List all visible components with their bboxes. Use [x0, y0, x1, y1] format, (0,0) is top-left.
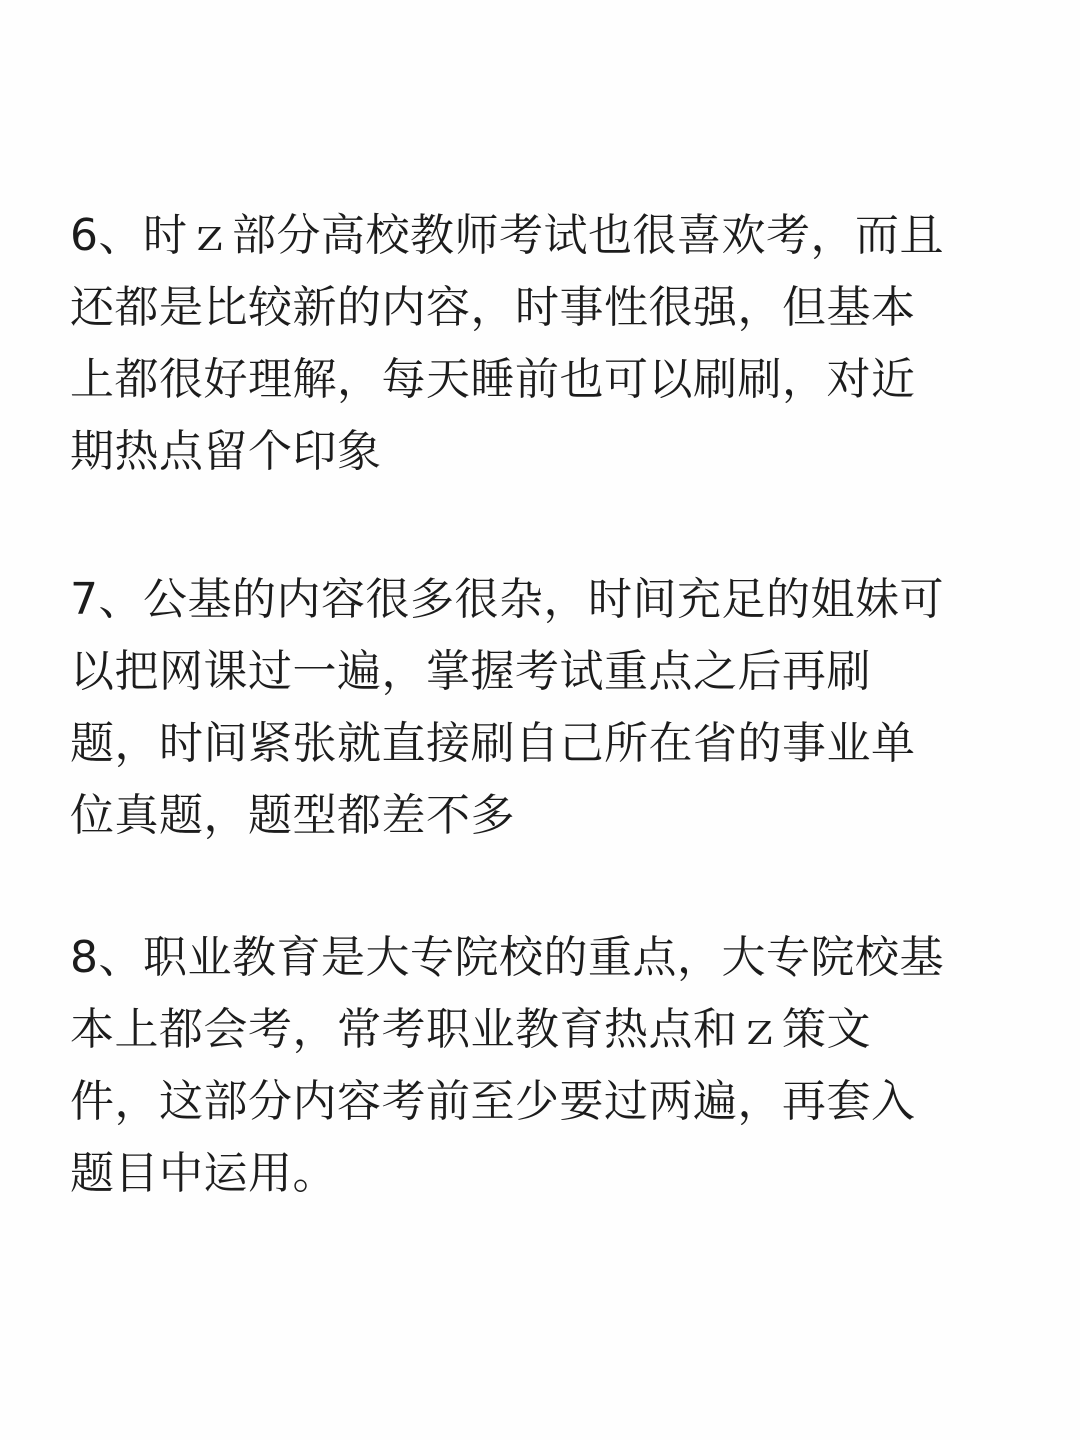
paragraph-line: 期热点留个印象	[70, 426, 382, 477]
paragraph-6	[70, 200, 1030, 488]
paragraph-line: 位真题，题型都差不多	[70, 790, 515, 841]
paragraph-line: 8、职业教育是大专院校的重点，大专院校基	[70, 932, 944, 983]
paragraph-line: 题目中运用。	[70, 1148, 337, 1199]
paragraph-line: 题，时间紧张就直接刷自己所在省的事业单	[70, 718, 916, 769]
paragraph-line: 上都很好理解，每天睡前也可以刷刷，对近	[70, 354, 916, 405]
paragraph-line: 6、时ｚ部分高校教师考试也很喜欢考，而且	[70, 210, 944, 261]
paragraph-line: 本上都会考，常考职业教育热点和ｚ策文	[70, 1004, 871, 1055]
paragraph-line: 件，这部分内容考前至少要过两遍，再套入	[70, 1076, 916, 1127]
paragraph-7	[70, 564, 1030, 852]
paragraph-line: 还都是比较新的内容，时事性很强，但基本	[70, 282, 916, 333]
paragraph-line: 以把网课过一遍，掌握考试重点之后再刷	[70, 646, 871, 697]
paragraph-8	[70, 922, 1030, 1210]
paragraph-line: 7、公基的内容很多很杂，时间充足的姐妹可	[70, 574, 944, 625]
